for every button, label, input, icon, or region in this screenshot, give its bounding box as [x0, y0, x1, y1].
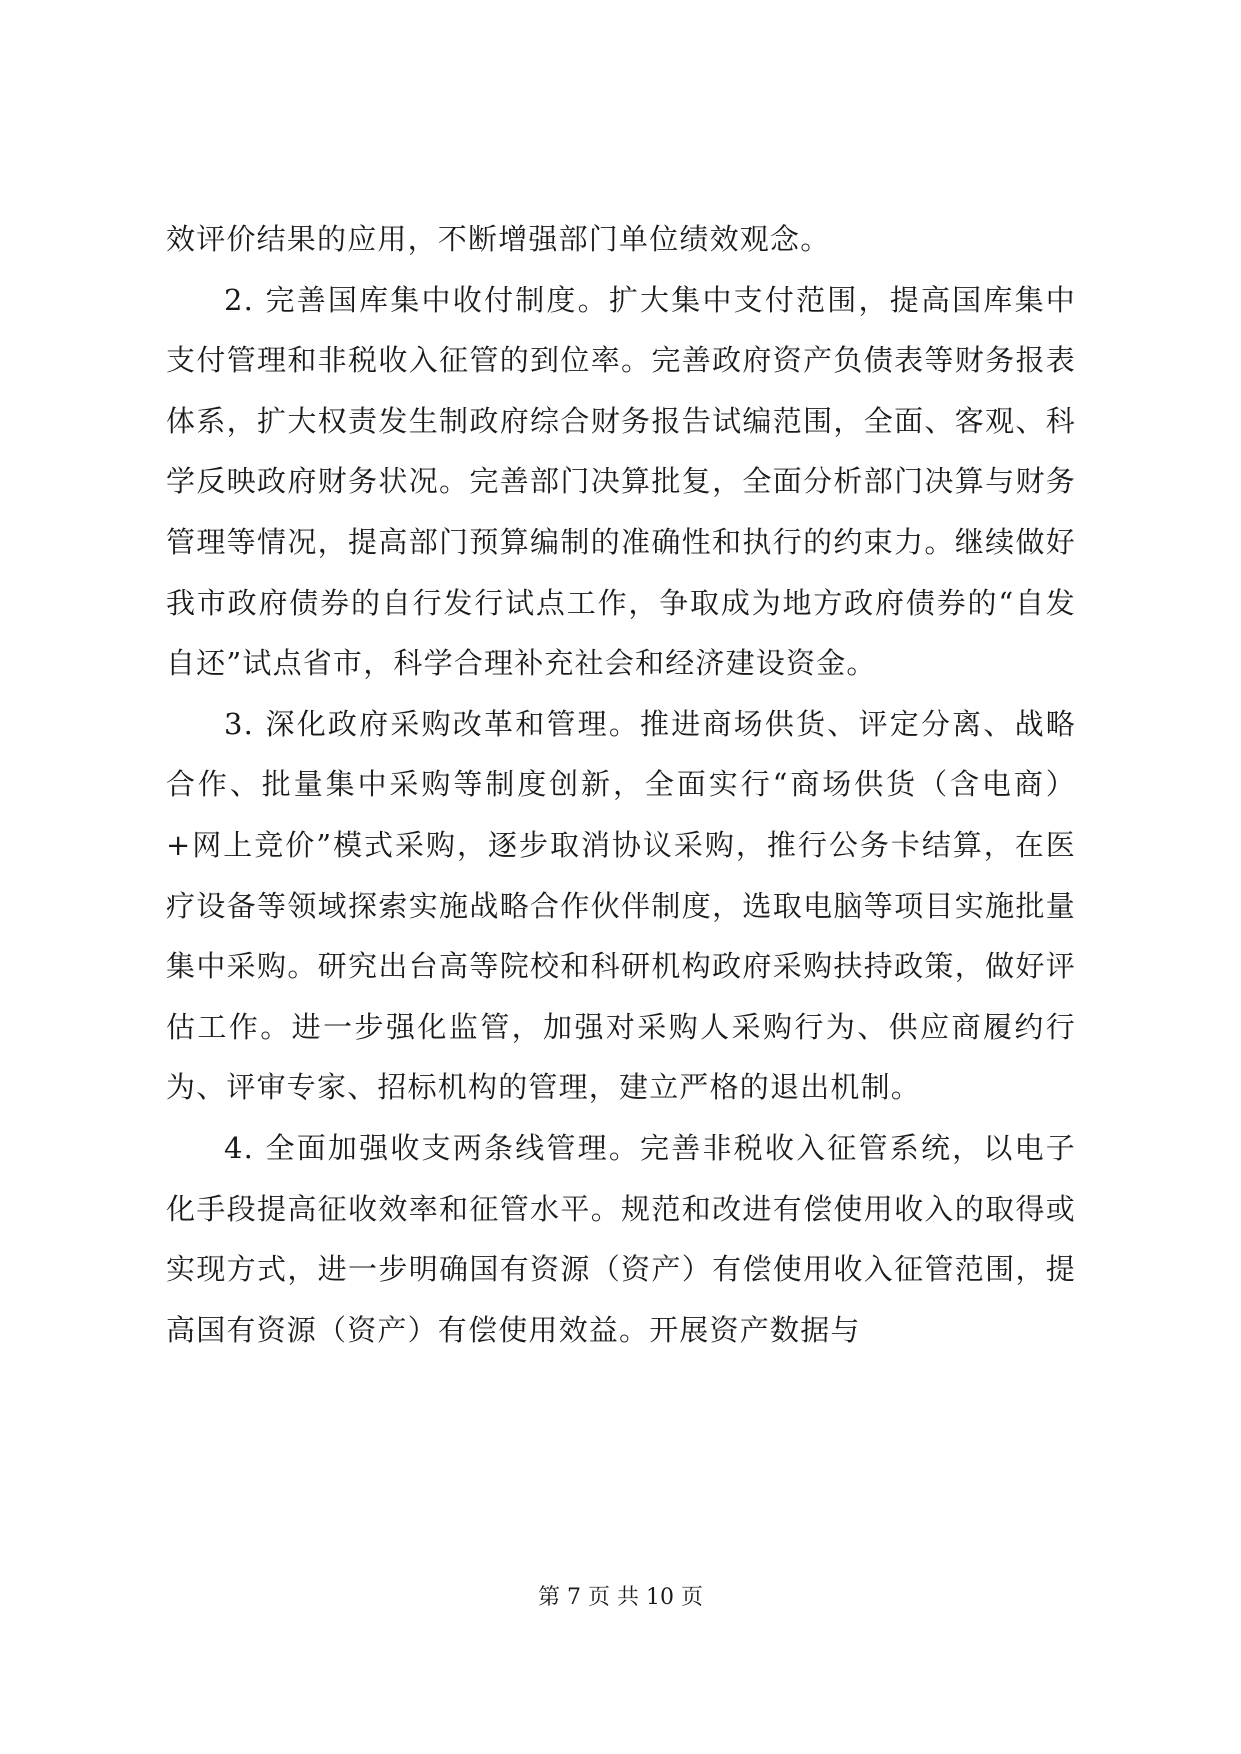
- paragraph-item-3: 3. 深化政府采购改革和管理。推进商场供货、评定分离、战略合作、批量集中采购等制度创新，全面实行“商场供货（含电商）+网上竞价”模式采购，逐步取消协议采购，推行公务卡结算，在医疗设备等领域探索实施战略合作伙伴制度，选取电脑等项目实施批量集中采购。研究出台高等院校和科研机构政府采购扶持政策，做好评估工作。进一步强化监管，加强对采购人采购行为、供应商履约行为、评审专家、招标机构的管理，建立严格的退出机制。: [166, 706, 1076, 1105]
- document-body: [166, 209, 1076, 1360]
- page-number-footer: 第 7 页 共 10 页: [538, 1585, 703, 1610]
- paragraph-item-2: 2. 完善国库集中收付制度。扩大集中支付范围，提高国库集中支付管理和非税收入征管的到位率。完善政府资产负债表等财务报表体系，扩大权责发生制政府综合财务报告试编范围，全面、客观、科学反映政府财务状况。完善部门决算批复，全面分析部门决算与财务管理等情况，提高部门预算编制的准确性和执行的约束力。继续做好我市政府债券的自行发行试点工作，争取成为地方政府债券的“自发自还”试点省市，科学合理补充社会和经济建设资金。: [166, 282, 1076, 681]
- paragraph-item-4: 4. 全面加强收支两条线管理。完善非税收入征管系统，以电子化手段提高征收效率和征管水平。规范和改进有偿使用收入的取得或实现方式，进一步明确国有资源（资产）有偿使用收入征管范围，提高国有资源（资产）有偿使用效益。开展资产数据与: [166, 1130, 1076, 1347]
- paragraph-continuation: 效评价结果的应用，不断增强部门单位绩效观念。: [166, 222, 831, 256]
